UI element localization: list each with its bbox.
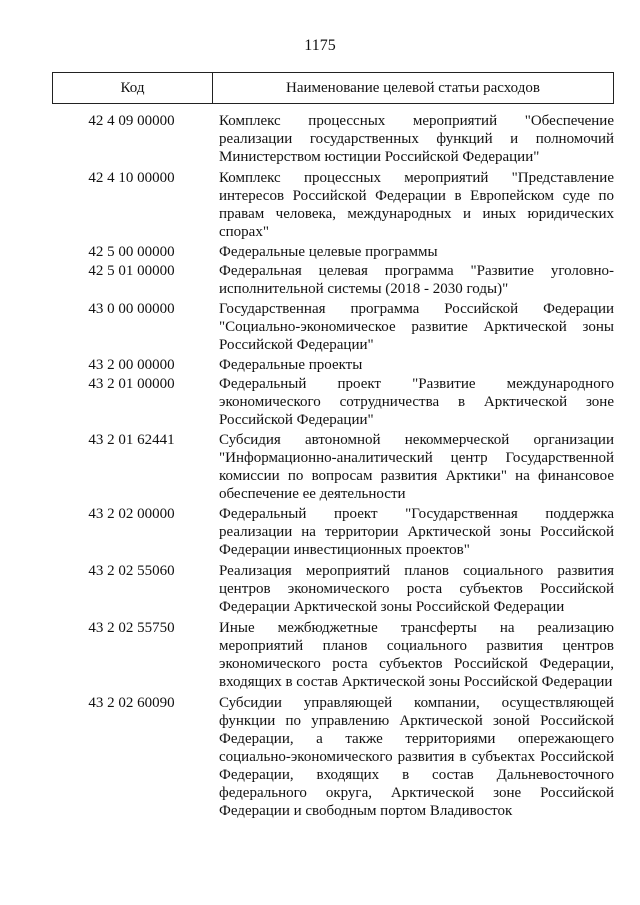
row-name: Субсидии управляющей компании, осуществляющей функции по управлению Арктической зоной Российской Федерации, а также территориями опережающего социально-экономического развития в субъектах Российской Федерации, входящих в состав Дальневосточного федерального округа, Арктической зоне Российской Федерации и свободным портом Владивосток: [219, 695, 614, 819]
table-row: [52, 505, 614, 559]
row-name: Комплекс процессных мероприятий "Обеспечение реализации государственных функций и полномочий Министерством юстиции Российской Федерации": [219, 113, 614, 165]
row-code: 43 2 02 55060: [88, 563, 175, 579]
table-row: [52, 169, 614, 241]
row-code: 43 2 02 60090: [88, 695, 175, 711]
table-header: [52, 72, 614, 104]
row-name: Реализация мероприятий планов социального развития центров экономического роста субъектов Российской Федерации Арктической зоны Российской Федерации: [219, 563, 614, 615]
row-name: Федеральный проект "Государственная поддержка реализации на территории Арктической зоны Российской Федерации инвестиционных проектов": [219, 506, 614, 558]
table-row: [52, 356, 614, 374]
row-code: 42 4 10 00000: [88, 170, 175, 186]
table-row: [52, 375, 614, 429]
row-code: 42 4 09 00000: [88, 113, 175, 129]
row-name: Федеральная целевая программа "Развитие уголовно-исполнительной системы (2018 - 2030 годы)": [219, 263, 614, 297]
row-code: 43 2 02 00000: [88, 506, 175, 522]
table-row: [52, 262, 614, 298]
page-number: 1175: [304, 37, 336, 54]
row-name: Иные межбюджетные трансферты на реализацию мероприятий планов социального развития центров экономического роста субъектов Российской Федерации, входящих в состав Арктической зоны Российской Федерации: [219, 620, 614, 690]
row-code: 42 5 00 00000: [88, 244, 175, 260]
table-row: [52, 694, 614, 820]
header-code: Код: [53, 73, 213, 103]
row-name: Федеральный проект "Развитие международного экономического сотрудничества в Арктической зоне Российской Федерации": [219, 376, 614, 428]
table-body: [52, 112, 614, 821]
row-code: 43 2 00 00000: [88, 357, 175, 373]
row-name: Государственная программа Российской Федерации "Социально-экономическое развитие Арктической зоны Российской Федерации": [219, 301, 614, 353]
table-row: [52, 300, 614, 354]
row-code: 43 2 02 55750: [88, 620, 175, 636]
header-name: Наименование целевой статьи расходов: [286, 79, 540, 96]
table-row: [52, 619, 614, 691]
row-code: 43 2 01 62441: [88, 432, 175, 448]
row-name: Комплекс процессных мероприятий "Представление интересов Российской Федерации в Европейском суде по правам человека, международных и иных юридических спорах": [219, 170, 614, 240]
row-code: 43 2 01 00000: [88, 376, 175, 392]
table-row: [52, 243, 614, 261]
table-row: [52, 562, 614, 616]
row-name: Субсидия автономной некоммерческой организации "Информационно-аналитический центр Государственной комиссии по вопросам развития Арктики" на финансовое обеспечение ее деятельности: [219, 432, 614, 502]
table-row: [52, 112, 614, 166]
row-code: 43 0 00 00000: [88, 301, 175, 317]
row-code: 42 5 01 00000: [88, 263, 175, 279]
table-row: [52, 431, 614, 503]
row-name: Федеральные проекты: [219, 357, 363, 373]
row-name: Федеральные целевые программы: [219, 244, 438, 260]
